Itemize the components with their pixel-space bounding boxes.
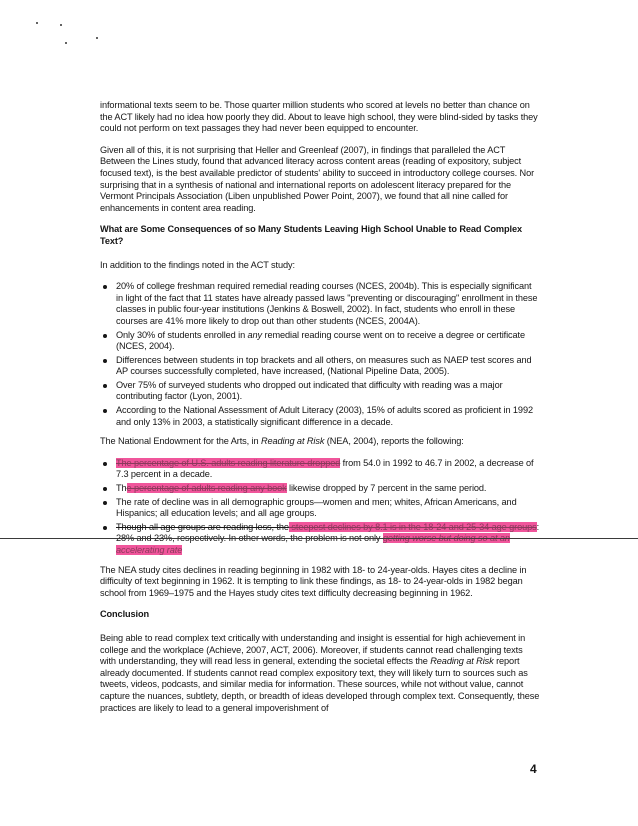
highlighted-text: accelerating rate bbox=[116, 533, 510, 555]
paragraph-heller-greenleaf: Given all of this, it is not surprising that Heller and Greenleaf (2007), in findings that paralleled the ACT Between the Lines study, found that advanced literacy across content areas (reading of expository, subject focused text), is the best available predictor of students' ability to succeed in introductory college courses. Nor surprising that in a synthesis of national and international reports on adolescent literacy prepared for the Vermont Principals Association (Liben unpublished Power Point, 2007), we found that all nine called for enhancements in content area reading. bbox=[100, 144, 535, 213]
list-item-text: Th bbox=[116, 483, 127, 494]
scan-speck bbox=[36, 22, 38, 24]
pen-mark-line bbox=[0, 538, 638, 539]
list-item bbox=[116, 330, 540, 353]
highlighted-text: e percentage of adults reading any book bbox=[126, 483, 287, 494]
list-item: 20% of college freshman required remedial reading courses (NCES, 2004b). This is especially significant in light of the fact that 11 states have already passed laws "preventing or discouraging" enrollment in these classes in public four-year institutions (Jenkins & Boswell, 2002). In fact, students who enroll in these courses are 41% more likely to drop out than other students (NCES, 2004A). bbox=[116, 281, 540, 327]
paragraph-nea-study: The NEA study cites declines in reading beginning in 1982 with 18- to 24-year-olds. Hayes cites a decline in difficulty of text beginning in 1962. It is tempting to link these findings, as 18- to 24-year-olds in 1982 began school from 1969–1975 and the Hayes study cites text difficulty decreasing beginning in 1962. bbox=[100, 564, 527, 598]
paragraph-conclusion bbox=[100, 633, 540, 714]
document-body bbox=[100, 100, 540, 724]
list-item-text: likewise dropped by 7 percent in the same period. bbox=[286, 483, 487, 494]
conclusion-text: Being able to read complex text critically with understanding and insight is essential for high achievement in college and the workplace (Achieve, 2007, ACT, 2006). Moreover, if students cannot read challenging texts with understanding, they will read less in general, extending the societal effects the bbox=[100, 632, 526, 667]
list-item: According to the National Assessment of Adult Literacy (2003), 15% of adults scored as proficient in 1992 and only 13% in 2003, a statistically significant difference in a decade. bbox=[116, 405, 540, 428]
nea-findings-list bbox=[100, 458, 540, 557]
paragraph-act-intro: In addition to the findings noted in the ACT study: bbox=[100, 259, 295, 270]
list-item bbox=[116, 483, 540, 495]
list-item-text: remedial reading course went on to receive a degree or certificate (NCES, 2004). bbox=[116, 329, 525, 352]
paragraph-informational-texts: informational texts seem to be. Those quarter million students who scored at levels no better than chance on the ACT likely had no idea how poorly they did. About to leave high school, they were blind-sided by tasks they could not perform on text passages they had never been equipped to encounter. bbox=[100, 100, 538, 134]
list-item: The rate of decline was in all demographic groups—women and men; whites, African Americans, and Hispanics; all education levels; and all age groups. bbox=[116, 497, 540, 520]
report-title: Reading at Risk bbox=[260, 436, 325, 447]
report-title: Reading at Risk bbox=[430, 656, 494, 667]
page-number: 4 bbox=[530, 762, 537, 776]
paragraph-nea-intro bbox=[100, 436, 540, 448]
emphasis-text: any bbox=[247, 329, 263, 340]
act-findings-list bbox=[100, 281, 540, 428]
list-item: Over 75% of surveyed students who dropped out indicated that difficulty with reading was a major contributing factor (Lyon, 2001). bbox=[116, 380, 540, 403]
scan-speck bbox=[96, 37, 98, 39]
section-heading-conclusion: Conclusion bbox=[100, 609, 150, 620]
list-item-text: from 54.0 in 1992 to 46.7 in 2002, a decrease of 7.3 percent in a decade. bbox=[116, 457, 534, 480]
list-item-text: : bbox=[536, 521, 540, 532]
struck-text: Though all age groups are reading less, the bbox=[116, 521, 289, 532]
highlighted-text: The percentage of U.S. adults reading literature dropped bbox=[116, 457, 341, 468]
nea-intro-text: The National Endowment for the Arts, in bbox=[100, 436, 261, 447]
list-item: Differences between students in top brackets and all others, on measures such as NAEP test scores and AP courses successfully completed, have increased, (National Pipeline Data, 2005). bbox=[116, 355, 540, 378]
list-item bbox=[116, 458, 540, 481]
scan-speck bbox=[65, 42, 67, 44]
list-item-text: Only 30% of students enrolled in bbox=[116, 329, 248, 340]
conclusion-text: report already documented. If students cannot read complex expository text, they will likely turn to sources such as tweets, videos, podcasts, and similar media for information. These sources, while not without value, cannot capture the nuances, subtlety, depth, or breadth of ideas developed through complex text. Consequently, these practices are likely to lead to a general impoverishment of bbox=[100, 656, 540, 713]
section-heading-consequences: What are Some Consequences of so Many Students Leaving High School Unable to Read Complex Text? bbox=[100, 224, 522, 246]
highlighted-text: steepest declines by 8.1 is in the 18-24 and 25-34 age groups bbox=[288, 521, 537, 532]
nea-intro-text: (NEA, 2004), reports the following: bbox=[324, 436, 464, 447]
scan-speck bbox=[60, 24, 62, 26]
list-item bbox=[116, 522, 540, 557]
